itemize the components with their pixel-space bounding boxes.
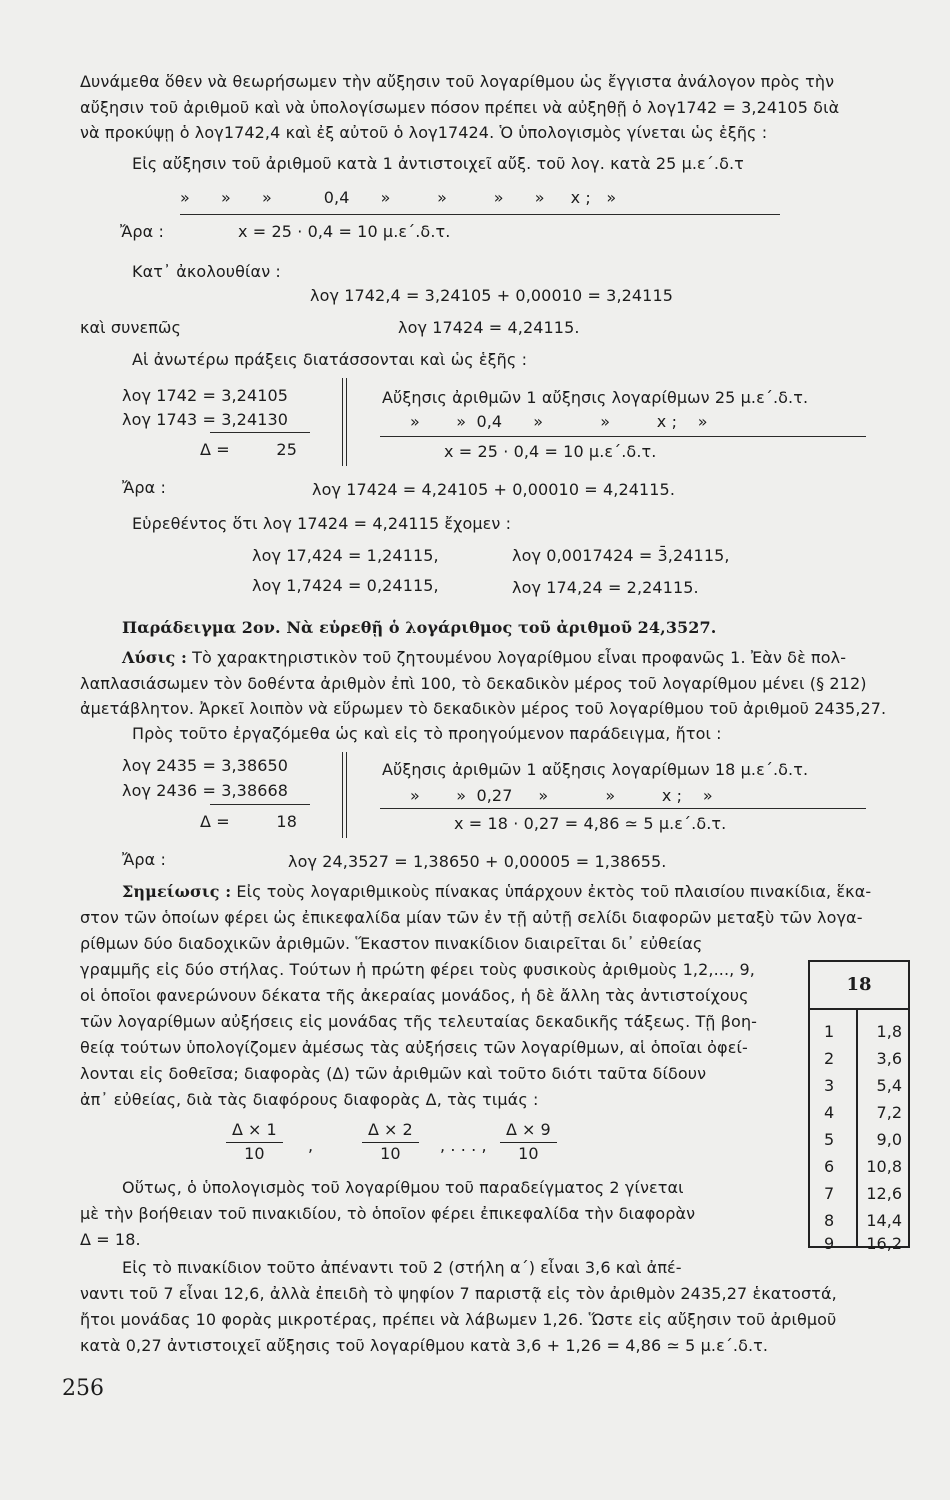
ex2-divider [342,752,343,838]
note-label: Σημείωσις : [122,882,232,901]
ex2-diff-rule [210,804,310,805]
table-row-value: 14,4 [866,1211,902,1230]
table-row-value: 12,6 [866,1184,902,1203]
fraction-2 [362,1120,419,1165]
ex1-right-line-2: » » 0,4 » » x ; » [410,412,708,431]
ex1-kat-label: Κατ᾽ ἀκολουθίαν : [132,262,281,281]
ex1-ara2-label: Ἄρα : [122,478,166,497]
ex1-diff-rule [210,432,310,433]
ex2-lysis-line-3: ἀμετάβλητον. Ἀρκεῖ λοιπὸν νὰ εὕρωμεν τὸ δεκαδικὸν μέρος τοῦ λογαρίθμου τοῦ ἀριθμοῦ 2435,27. [80,699,887,718]
note-outos-1: Οὕτως, ὁ ὑπολογισμὸς τοῦ λογαρίθμου τοῦ παραδείγματος 2 γίνεται [122,1178,684,1197]
table-row [810,1099,908,1126]
table-row [810,1018,908,1045]
note-line-7: θείᾳ τούτων ὑπολογίζομεν ἀμέσως τὰς αὐξήσεις τῶν λογαρίθμων, αἱ ὁποῖαι ὀφεί- [80,1038,748,1057]
ex1-result-1a: λογ 17,424 = 1,24115, [252,546,439,565]
ex2-divider-2 [346,752,347,838]
note-last-1: Εἰς τὸ πινακίδιον τοῦτο ἀπέναντι τοῦ 2 (στήλη α΄) εἶναι 3,6 καὶ ἀπέ- [122,1258,682,1277]
table-row-value: 9,0 [876,1130,902,1149]
table-row [810,1126,908,1153]
fraction-1 [226,1120,283,1165]
ex1-result-2b: λογ 174,24 = 2,24115. [512,578,699,597]
table-row [810,1045,908,1072]
table-row-key: 2 [824,1049,835,1068]
ex1-equation-2: λογ 17424 = 4,24115. [398,318,580,337]
note-outos-2: μὲ τὴν βοήθειαν τοῦ πινακιδίου, τὸ ὁποῖον φέρει ἐπικεφαλίδα τὴν διαφορὰν [80,1204,696,1223]
ex2-log-2435: λογ 2435 = 3,38650 [122,756,289,775]
ex1-found: Εὑρεθέντος ὅτι λογ 17424 = 4,24115 ἔχομεν : [132,514,512,533]
ex2-title: Παράδειγμα 2ον. Νὰ εὑρεθῇ ὁ λογάριθμος τοῦ ἀριθμοῦ 24,3527. [122,618,717,637]
table-row-key: 1 [824,1022,835,1041]
ex2-right-line-2: » » 0,27 » » x ; » [410,786,713,805]
table-row-value: 16,2 [866,1234,902,1253]
ex1-line-1: Εἰς αὔξησιν τοῦ ἀριθμοῦ κατὰ 1 ἀντιστοιχεῖ αὔξ. τοῦ λογ. κατὰ 25 μ.ε΄.δ.τ [132,154,744,173]
table-row-key: 6 [824,1157,835,1176]
ex2-lysis-label: Λύσις : [122,648,187,667]
ex1-line-2: » » » 0,4 » » » » x ; » [180,188,617,207]
table-row-value: 10,8 [866,1157,902,1176]
ex1-log-1743: λογ 1743 = 3,24130 [122,410,289,429]
page-number: 256 [62,1376,104,1401]
ex1-delta: Δ = 25 [200,440,297,459]
ex2-pros: Πρὸς τοῦτο ἐργαζόμεθα ὡς καὶ εἰς τὸ προηγούμενον παράδειγμα, ἤτοι : [132,724,722,743]
ex1-right-rule [380,436,866,437]
table-row-value: 5,4 [876,1076,902,1095]
table-row [810,1180,908,1207]
note-line-5: οἱ ὁποῖοι φανερώνουν δέκατα τῆς ἀκεραίας μονάδος, ἡ δὲ ἄλλη τὰς ἀντιστοίχους [80,986,749,1005]
ex1-divider-2 [346,378,347,466]
ex2-ara-equation: λογ 24,3527 = 1,38650 + 0,00005 = 1,38655. [288,852,667,871]
ex1-kai-label: καὶ συνεπῶς [80,318,181,337]
table-row [810,1230,908,1257]
difference-table [808,960,910,1253]
intro-line-1: Δυνάμεθα ὅθεν νὰ θεωρήσωμεν τὴν αὔξησιν τοῦ λογαρίθμου ὡς ἔγγιστα ἀνάλογον πρὸς τὴν [80,72,835,91]
table-row-key: 7 [824,1184,835,1203]
difference-table-heading: 18 [810,962,908,1010]
ex1-ara-equation: x = 25 · 0,4 = 10 μ.ε΄.δ.τ. [238,222,451,241]
ex2-log-2436: λογ 2436 = 3,38668 [122,781,289,800]
ex2-ara-label: Ἄρα : [122,850,166,869]
note-line-4: γραμμῆς εἰς δύο στήλας. Τούτων ἡ πρώτη φέρει τοὺς φυσικοὺς ἀριθμοὺς 1,2,..., 9, [80,960,755,979]
table-row [810,1153,908,1180]
ex2-right-line-3: x = 18 · 0,27 = 4,86 ≃ 5 μ.ε΄.δ.τ. [454,814,727,833]
ex1-rule [180,214,780,215]
ex2-lysis-line-1 [122,648,846,668]
table-row-value: 7,2 [876,1103,902,1122]
fraction-separator-2: , . . . , [440,1136,487,1155]
table-row-key: 8 [824,1211,835,1230]
intro-line-2: αὔξησιν τοῦ ἀριθμοῦ καὶ νὰ ὑπολογίσωμεν πόσον πρέπει νὰ αὐξηθῇ ὁ λογ1742 = 3,24105 διὰ [80,98,840,117]
table-row-value: 3,6 [876,1049,902,1068]
fraction-3-denominator: 10 [518,1144,539,1163]
table-row [810,1072,908,1099]
ex1-log-1742: λογ 1742 = 3,24105 [122,386,289,405]
fraction-1-denominator: 10 [244,1144,265,1163]
ex2-right-rule [380,808,866,809]
ex1-ara2-equation: λογ 17424 = 4,24105 + 0,00010 = 4,24115. [312,480,676,499]
ex1-divider [342,378,343,466]
ex1-arrangement-intro: Αἱ ἀνωτέρω πράξεις διατάσσονται καὶ ὡς ἑξῆς : [132,350,528,369]
note-line-2: στον τῶν ὁποίων φέρει ὡς ἐπικεφαλίδα μίαν τῶν ἐν τῇ αὐτῇ σελίδι διαφορῶν μεταξὺ τῶν λογα- [80,908,863,927]
note-line-6: τῶν λογαρίθμων αὐξήσεις εἰς μονάδας τῆς τελευταίας δεκαδικῆς τάξεως. Τῇ βοη- [80,1012,758,1031]
note-line-9: ἀπ᾽ εὐθείας, διὰ τὰς διαφόρους διαφορὰς Δ, τὰς τιμάς : [80,1090,539,1109]
note-line-1 [122,882,871,902]
ex1-result-2a: λογ 1,7424 = 0,24115, [252,576,439,595]
note-last-3: ἤτοι μονάδας 10 φορὰς μικροτέρας, πρέπει νὰ λάβωμεν 1,26. Ὥστε εἰς αὔξησιν τοῦ ἀριθμοῦ [80,1310,837,1329]
fraction-separator-1: , [308,1136,314,1155]
ex1-result-1b: λογ 0,0017424 = 3̄,24115, [512,546,730,565]
fraction-2-denominator: 10 [380,1144,401,1163]
fraction-3-numerator: Δ × 9 [500,1120,557,1143]
intro-line-3: νὰ προκύψῃ ὁ λογ1742,4 καὶ ἐξ αὐτοῦ ὁ λογ17424. Ὁ ὑπολογισμὸς γίνεται ὡς ἑξῆς : [80,123,768,142]
ex1-right-line-1: Αὔξησις ἀριθμῶν 1 αὔξησις λογαρίθμων 25 μ.ε΄.δ.τ. [382,388,809,407]
ex2-lysis-line-2: λαπλασιάσωμεν τὸν δοθέντα ἀριθμὸν ἐπὶ 100, τὸ δεκαδικὸν μέρος τοῦ λογαρίθμου μένει (§ 212) [80,674,867,693]
ex1-equation-1: λογ 1742,4 = 3,24105 + 0,00010 = 3,24115 [310,286,674,305]
note-last-2: ναντι τοῦ 7 εἶναι 12,6, ἀλλὰ ἐπειδὴ τὸ ψηφίον 7 παριστᾷ εἰς τὸν ἀριθμὸν 2435,27 ἑκατοστά, [80,1284,837,1303]
ex2-delta: Δ = 18 [200,812,297,831]
fraction-1-numerator: Δ × 1 [226,1120,283,1143]
note-line-8: λονται εἰς δοθεῖσα; διαφορὰς (Δ) τῶν ἀριθμῶν καὶ τοῦτο διότι ταῦτα δίδουν [80,1064,707,1083]
note-line-3: ρίθμων δύο διαδοχικῶν ἀριθμῶν. Ἕκαστον πινακίδιον διαιρεῖται δι᾽ εὐθείας [80,934,703,953]
fraction-3 [500,1120,557,1165]
ex1-ara-label: Ἄρα : [120,222,164,241]
table-row-key: 9 [824,1234,835,1253]
note-last-4: κατὰ 0,27 ἀντιστοιχεῖ αὔξησις τοῦ λογαρίθμου κατὰ 3,6 + 1,26 = 4,86 ≃ 5 μ.ε΄.δ.τ. [80,1336,769,1355]
fraction-2-numerator: Δ × 2 [362,1120,419,1143]
table-row-key: 3 [824,1076,835,1095]
table-row-value: 1,8 [876,1022,902,1041]
table-row-key: 4 [824,1103,835,1122]
note-text-1: Εἰς τοὺς λογαριθμικοὺς πίνακας ὑπάρχουν ἐκτὸς τοῦ πλαισίου πινακίδια, ἕκα- [231,882,872,901]
ex1-right-line-3: x = 25 · 0,4 = 10 μ.ε΄.δ.τ. [444,442,657,461]
ex2-right-line-1: Αὔξησις ἀριθμῶν 1 αὔξησις λογαρίθμων 18 μ.ε΄.δ.τ. [382,760,809,779]
ex2-lysis-text-1: Τὸ χαρακτηριστικὸν τοῦ ζητουμένου λογαρίθμου εἶναι προφανῶς 1. Ἐὰν δὲ πολ- [186,648,847,667]
table-row-key: 5 [824,1130,835,1149]
note-outos-3: Δ = 18. [80,1230,141,1249]
